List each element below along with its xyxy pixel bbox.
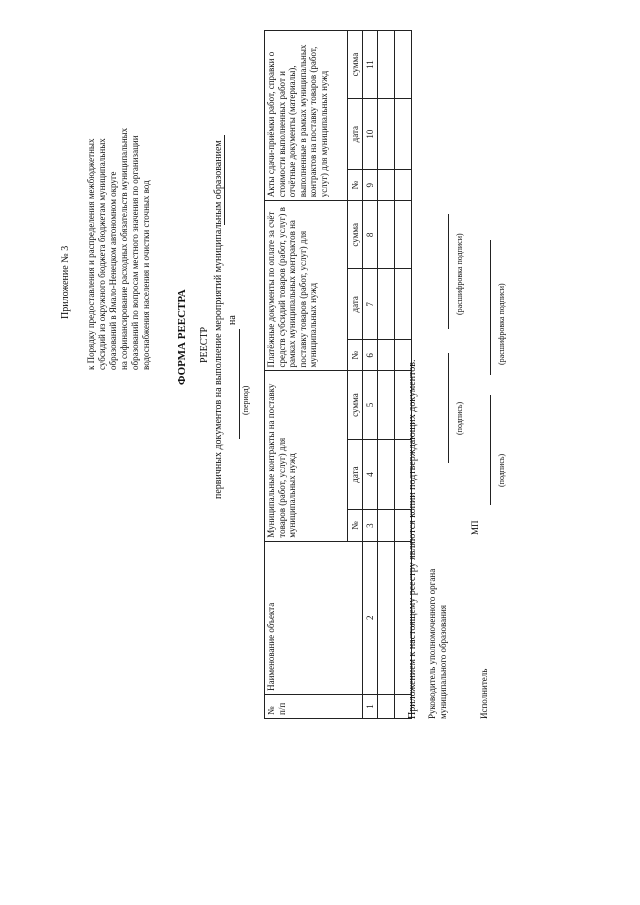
sub-sum-2: сумма	[348, 201, 363, 269]
period-caption: (период)	[241, 385, 250, 415]
form-title: ФОРМА РЕЕСТРА	[176, 289, 188, 385]
head-line-2: муниципального образования	[438, 605, 448, 719]
head-decoding-caption: (расшифровка подписи)	[455, 233, 464, 315]
col-number: 9	[363, 170, 378, 201]
col-number: 6	[363, 340, 378, 371]
header-payments: Платёжные документы по оплате за счёт средств субсидий товаров (работ, услуг) в рамках муниципальных контрактов на поставку товаров (работ, услуг) для муниципальных нужд	[265, 201, 348, 371]
subtitle-underline	[224, 135, 225, 225]
stamp-mp: МП	[470, 520, 480, 535]
head-decoding-line	[448, 214, 449, 329]
header-contracts: Муниципальные контракты на поставку товаров (работ, услуг) для муниципальных нужд	[265, 371, 348, 541]
header-num: № п/п	[265, 694, 363, 718]
col-number: 5	[363, 371, 378, 439]
header-object: Наименование объекта	[265, 541, 363, 694]
col-number: 10	[363, 99, 378, 170]
sub-no-1: №	[348, 510, 363, 541]
executor-signature-line	[490, 395, 491, 505]
executor-decoding-line	[490, 240, 491, 375]
header-line-1: к Порядку предоставления и распределения межбюджетных	[86, 138, 96, 370]
head-signature-line	[448, 353, 449, 463]
executor-label: Исполнитель	[479, 668, 489, 719]
period-on-label: на	[227, 315, 238, 325]
registry-subtitle: первичных документов на выполнение мероприятий муниципальным образованием	[213, 140, 224, 499]
header-line-3: образований в Ямало-Ненецком автономном округе	[108, 171, 118, 370]
header-line-5: образований по вопросам местного значения по организации	[130, 135, 140, 370]
head-line-1: Руководитель уполномоченного органа	[427, 568, 437, 719]
appendix-note: Приложением к настоящему реестру являются копии подтверждающих документов.	[407, 359, 418, 719]
table-row	[378, 31, 395, 719]
sub-date-1: дата	[348, 439, 363, 510]
sub-date-2: дата	[348, 269, 363, 340]
sub-sum-1: сумма	[348, 371, 363, 439]
sub-sum-3: сумма	[348, 31, 363, 99]
executor-signature-caption: (подпись)	[497, 453, 506, 487]
annex-number: Приложение № 3	[60, 245, 71, 319]
sub-no-2: №	[348, 340, 363, 371]
col-number: 2	[363, 541, 378, 694]
executor-decoding-caption: (расшифровка подписи)	[497, 283, 506, 365]
header-line-2: субсидий из окружного бюджета бюджетам муниципальных	[97, 138, 107, 370]
col-number: 8	[363, 201, 378, 269]
sub-no-3: №	[348, 170, 363, 201]
head-signature-caption: (подпись)	[455, 401, 464, 435]
col-number: 4	[363, 439, 378, 510]
col-number: 7	[363, 269, 378, 340]
col-number: 3	[363, 510, 378, 541]
registry-title: РЕЕСТР	[199, 326, 210, 363]
header-line-6: водоснабжения населения и очистки сточных вод	[141, 180, 151, 370]
registry-table	[264, 30, 412, 719]
col-number: 11	[363, 31, 378, 99]
col-number: 1	[363, 694, 378, 718]
header-acts: Акты сдачи-приёмки работ, справки о стоимости выполненных работ и отчётные документы (материалы), выполненные в рамках муниципальных контрактов на поставку товаров (работ, услуг) для муниципальных нужд	[265, 31, 348, 201]
sub-date-3: дата	[348, 99, 363, 170]
period-line	[239, 329, 240, 439]
header-line-4: на софинансирование расходных обязательств муниципальных	[119, 127, 129, 370]
